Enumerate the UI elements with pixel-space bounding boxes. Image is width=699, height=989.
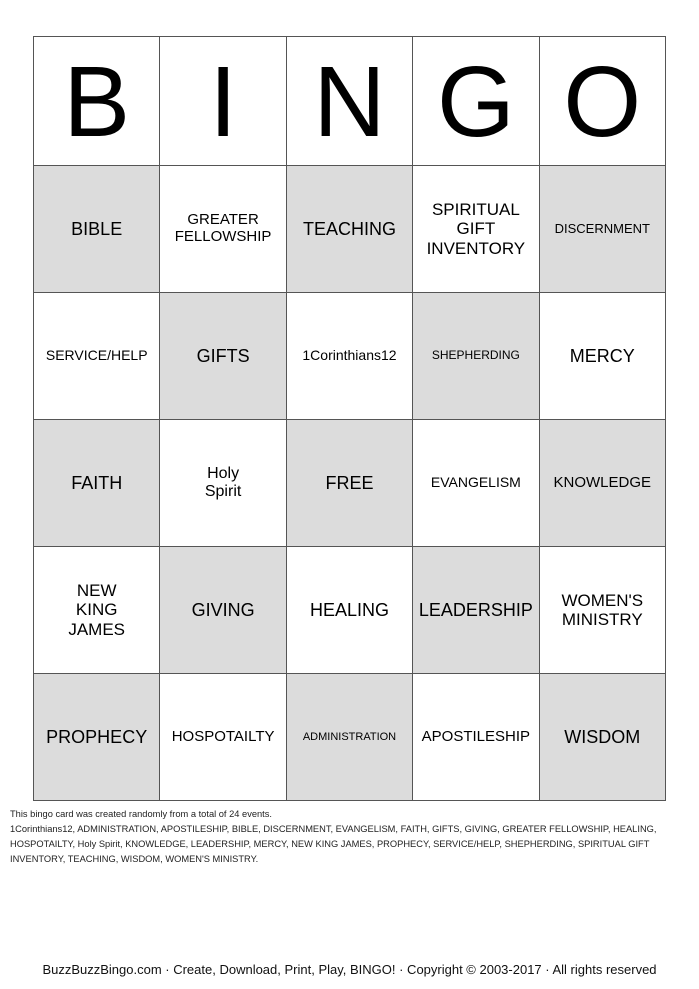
bingo-cell[interactable]: [286, 547, 412, 674]
bingo-cell-label: JAMES: [68, 619, 126, 639]
bingo-cell-label: KNOWLEDGE: [553, 473, 652, 491]
bingo-cell-label: GIVING: [191, 599, 255, 620]
bingo-cell[interactable]: [539, 674, 665, 801]
bingo-cell-label: Holy: [207, 465, 240, 483]
bingo-cell[interactable]: [286, 674, 412, 801]
header-letter-o: O: [539, 37, 665, 166]
bingo-cell[interactable]: [539, 293, 665, 420]
bingo-cell-label: GIFT: [456, 219, 496, 239]
bingo-cell[interactable]: [34, 166, 160, 293]
bingo-cell[interactable]: [413, 166, 539, 293]
bingo-row: [34, 166, 666, 293]
bingo-cell-free[interactable]: [286, 420, 412, 547]
bingo-cell-label: FELLOWSHIP: [174, 228, 272, 245]
bingo-row: [34, 547, 666, 674]
bingo-cell-label: FAITH: [71, 472, 123, 493]
bingo-cell-label: PROPHECY: [46, 726, 148, 747]
card-info-summary: This bingo card was created randomly from a total of 24 events.: [10, 809, 272, 819]
bingo-cell-label: APOSTILESHIP: [421, 727, 531, 745]
card-info: [10, 807, 690, 867]
bingo-cell-label: GIFTS: [196, 345, 250, 366]
bingo-cell-label: DISCERNMENT: [554, 220, 650, 236]
header-letter-b: B: [34, 37, 160, 166]
bingo-cell[interactable]: [34, 674, 160, 801]
bingo-row: [34, 420, 666, 547]
bingo-row: [34, 674, 666, 801]
header-letter-n: N: [286, 37, 412, 166]
bingo-cell-label: WOMEN'S: [561, 590, 644, 610]
bingo-cell-label: SHEPHERDING: [431, 348, 520, 363]
bingo-cell[interactable]: [160, 293, 286, 420]
bingo-cell-label: EVANGELISM: [430, 474, 521, 491]
bingo-cell-label: FREE: [325, 472, 374, 493]
bingo-cell[interactable]: [413, 293, 539, 420]
bingo-cell-label: INVENTORY: [426, 238, 526, 258]
bingo-cell[interactable]: [34, 420, 160, 547]
bingo-cell-label: MERCY: [569, 345, 635, 366]
bingo-cell-label: TEACHING: [302, 218, 396, 239]
bingo-cell-label: ADMINISTRATION: [302, 730, 397, 743]
header-letter-g: G: [413, 37, 539, 166]
bingo-cell-label: WISDOM: [564, 726, 641, 747]
bingo-cell-label: SPIRITUAL: [431, 200, 520, 220]
bingo-cell-label: LEADERSHIP: [418, 599, 533, 620]
bingo-cell[interactable]: [160, 547, 286, 674]
bingo-cell[interactable]: [539, 166, 665, 293]
bingo-cell[interactable]: [539, 420, 665, 547]
bingo-cell-label: HEALING: [309, 599, 389, 620]
bingo-row: [34, 293, 666, 420]
bingo-header-row: [34, 37, 666, 166]
bingo-cell[interactable]: [160, 674, 286, 801]
bingo-cell[interactable]: [160, 166, 286, 293]
bingo-cell-label: NEW: [76, 581, 117, 601]
card-info-event-list: 1Corinthians12, ADMINISTRATION, APOSTILESHIP, BIBLE, DISCERNMENT, EVANGELISM, FAITH, GIFTS, GIVING, GREATER FELLOWSHIP, HEALING, HOSPOTAILTY, Holy Spirit, KNOWLEDGE, LEADERSHIP, MERCY, NEW KING JAMES, PROPHECY, SERVICE/HELP, SHEPHERDING, SPIRITUAL GIFT INVENTORY, TEACHING, WISDOM, WOMEN'S MINISTRY.: [10, 824, 657, 864]
bingo-card: [33, 36, 666, 801]
bingo-cell[interactable]: [413, 547, 539, 674]
bingo-cell-label: 1Corinthians12: [302, 347, 397, 364]
bingo-cell[interactable]: [34, 547, 160, 674]
footer-copyright: BuzzBuzzBingo.com · Create, Download, Print, Play, BINGO! · Copyright © 2003-2017 · All rights reserved: [42, 962, 657, 977]
bingo-cell[interactable]: [286, 166, 412, 293]
bingo-cell[interactable]: [413, 420, 539, 547]
bingo-cell[interactable]: [413, 674, 539, 801]
bingo-cell[interactable]: [160, 420, 286, 547]
header-letter-i: I: [160, 37, 286, 166]
bingo-cell-label: KING: [75, 600, 118, 620]
bingo-cell-label: GREATER: [187, 211, 259, 229]
bingo-cell-label: BIBLE: [71, 218, 123, 239]
bingo-cell[interactable]: [539, 547, 665, 674]
bingo-cell[interactable]: [34, 293, 160, 420]
bingo-cell-label: Spirit: [204, 483, 242, 500]
bingo-cell-label: SERVICE/HELP: [45, 347, 148, 364]
bingo-cell-label: MINISTRY: [561, 610, 643, 629]
bingo-cell[interactable]: [286, 293, 412, 420]
bingo-cell-label: HOSPOTAILTY: [171, 727, 275, 745]
